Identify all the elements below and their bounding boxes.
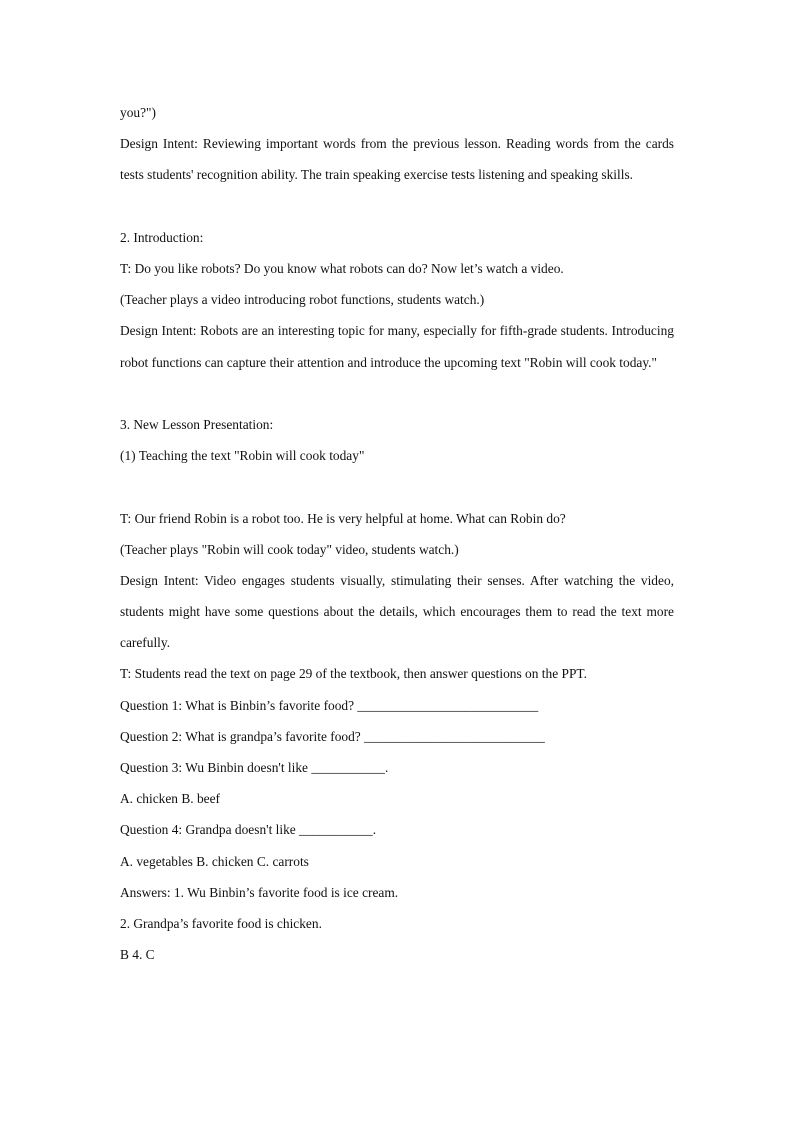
question-item: Question 2: What is grandpa’s favorite food? ___________________________	[120, 728, 545, 744]
subsection-heading: (1) Teaching the text "Robin will cook today"	[120, 448, 365, 464]
answer-line: 2. Grandpa’s favorite food is chicken.	[120, 915, 322, 931]
question-item: Question 3: Wu Binbin doesn't like ___________.	[120, 760, 389, 776]
spacer	[120, 191, 674, 222]
action-line: (Teacher plays "Robin will cook today" video, students watch.)	[120, 541, 459, 557]
question-options: A. vegetables B. chicken C. carrots	[120, 853, 309, 869]
design-intent-paragraph: Design Intent: Robots are an interesting topic for many, especially for fifth-grade students. Introducing robot functions can capture their attention and introduce the upcoming text "Robin will cook today."	[120, 323, 674, 370]
question-item: Question 1: What is Binbin’s favorite food? ___________________________	[120, 697, 539, 713]
teacher-line: T: Students read the text on page 29 of the textbook, then answer questions on the PPT.	[120, 666, 587, 682]
design-intent-paragraph: Design Intent: Reviewing important words from the previous lesson. Reading words from the cards tests students' recognition ability. The train speaking exercise tests listening and speaking skills.	[120, 136, 674, 183]
design-intent-paragraph: Design Intent: Video engages students visually, stimulating their senses. After watching the video, students might have some questions about the details, which encourages them to read the text more carefully.	[120, 572, 674, 651]
question-options: A. chicken B. beef	[120, 791, 221, 807]
spacer	[120, 471, 674, 502]
answer-line: B 4. C	[120, 947, 155, 963]
teacher-line: T: Our friend Robin is a robot too. He is very helpful at home. What can Robin do?	[120, 510, 566, 526]
document-body	[120, 97, 674, 970]
answer-line: Answers: 1. Wu Binbin’s favorite food is ice cream.	[120, 884, 399, 900]
question-item: Question 4: Grandpa doesn't like ___________.	[120, 822, 377, 838]
continued-line: you?")	[120, 105, 156, 120]
section-heading: 2. Introduction:	[120, 229, 204, 245]
section-heading: 3. New Lesson Presentation:	[120, 416, 274, 432]
teacher-line: T: Do you like robots? Do you know what robots can do? Now let’s watch a video.	[120, 260, 564, 276]
action-line: (Teacher plays a video introducing robot functions, students watch.)	[120, 292, 485, 308]
spacer	[120, 378, 674, 409]
